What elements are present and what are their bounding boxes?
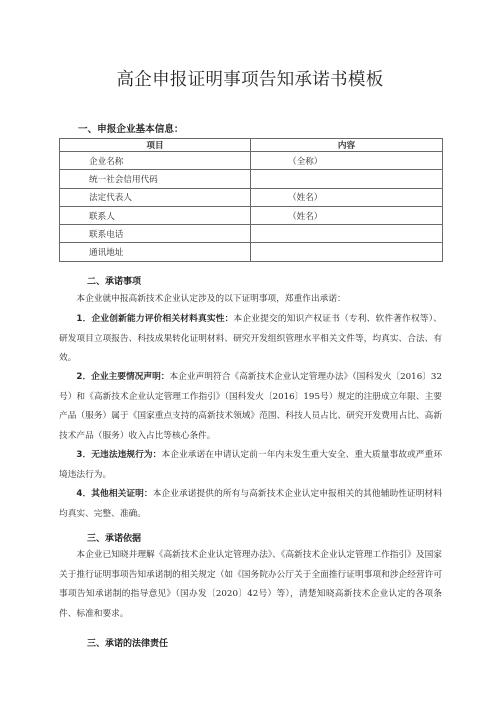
commitment-item-text: 本企业提交的知识产权证书（专利、软件著作权等）、研发项目立项报告、科技成果转化证明材料、研究开发组织管理水平相关文件等，均真实、合法、有效。 xyxy=(59,314,442,363)
commitment-item-text: 本企业承诺提供的所有与高新技术企业认定申报相关的其他辅助性证明材料均真实、完整、准确。 xyxy=(59,489,443,519)
commitment-item-text: 本企业承诺在申请认定前一年内未发生重大安全、重大质量事故或严重环境违法行为。 xyxy=(59,450,443,480)
table-row xyxy=(60,206,443,224)
table-cell-value: （全称） xyxy=(251,152,443,170)
section-heading-commitments: 二、承诺事项 xyxy=(87,277,142,287)
table-cell-value xyxy=(251,225,443,243)
document-title: 高企申报证明事项告知承诺书模板 xyxy=(116,70,384,90)
table-row xyxy=(60,152,443,170)
commitment-item-label: 4．其他相关证明： xyxy=(76,489,153,499)
table-cell-label: 通讯地址 xyxy=(60,243,251,261)
section-heading-basis: 三、承诺依据 xyxy=(87,534,142,544)
table-cell-value xyxy=(251,243,443,261)
commitment-item-1 xyxy=(59,310,442,369)
commitment-item-4 xyxy=(59,485,442,524)
table-row xyxy=(60,243,443,261)
table-header-row xyxy=(60,139,443,152)
commitment-item-2 xyxy=(59,368,442,446)
section-heading-legal-liability: 三、承诺的法律责任 xyxy=(87,639,169,649)
table-cell-value xyxy=(251,170,443,188)
commitment-item-label: 2．企业主要情况声明： xyxy=(76,372,170,382)
commitment-item-text: 本企业声明符合《高新技术企业认定管理办法》（国科发火〔2016〕32号）和《高新技术企业认定管理工作指引》（国科发火〔2016〕195号）规定的注册成立年限、主要产品（服务）属于《国家重点支持的高新技术领域》范围、科技人员占比、研究开发费用占比、高新技术产品（服务）收入占比等核心条件。 xyxy=(59,372,442,441)
company-info-table xyxy=(59,138,443,262)
table-row xyxy=(60,170,443,188)
commitments-intro: 本企业就申报高新技术企业认定涉及的以下证明事项，郑重作出承诺： xyxy=(76,294,346,304)
table-cell-label: 统一社会信用代码 xyxy=(60,170,251,188)
table-cell-label: 联系人 xyxy=(60,206,251,224)
table-row xyxy=(60,225,443,243)
table-cell-value: （姓名） xyxy=(251,188,443,206)
table-header-content: 内容 xyxy=(251,139,443,152)
table-cell-label: 法定代表人 xyxy=(60,188,251,206)
table-cell-label: 联系电话 xyxy=(60,225,251,243)
commitment-item-label: 3．无违法违规行为： xyxy=(76,450,162,460)
table-header-item: 项目 xyxy=(60,139,251,152)
table-cell-label: 企业名称 xyxy=(60,152,251,170)
table-cell-value: （姓名） xyxy=(251,206,443,224)
table-row xyxy=(60,188,443,206)
commitment-item-label: 1．企业创新能力评价相关材料真实性： xyxy=(76,314,234,324)
section-heading-basic-info: 一、申报企业基本信息： xyxy=(78,124,184,135)
basis-paragraph: 本企业已知晓并理解《高新技术企业认定管理办法》、《高新技术企业认定管理工作指引》及国家关于推行证明事项告知承诺制的相关规定（如《国务院办公厅关于全面推行证明事项和涉企经营许可事项告知承诺制的指导意见》（国办发〔2020〕42号）等），清楚知晓高新技术企业认定的各项条件、标准和要求。 xyxy=(59,550,442,619)
commitment-item-3 xyxy=(59,446,442,485)
